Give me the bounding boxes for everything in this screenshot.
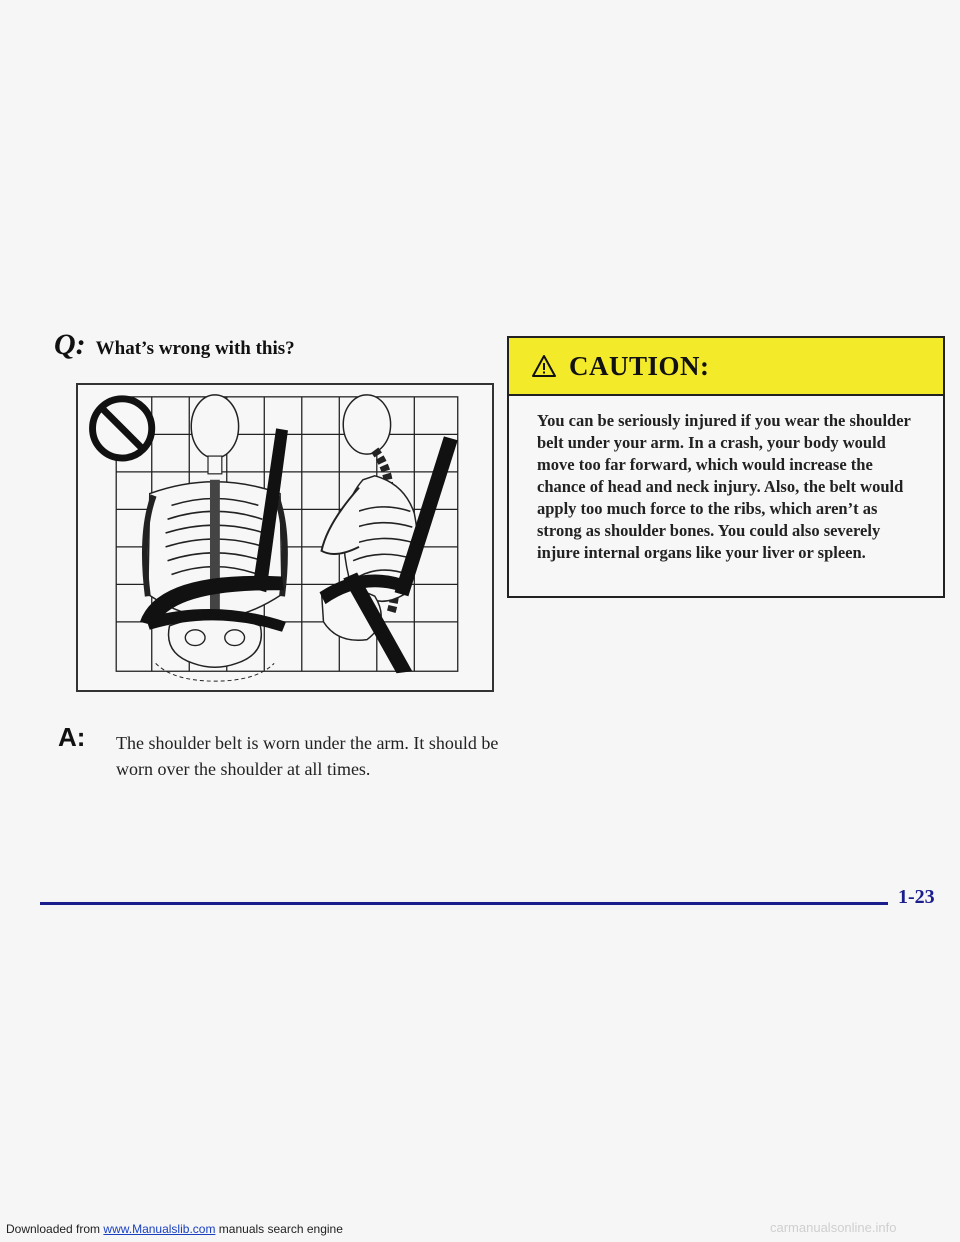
footer-rule bbox=[40, 902, 888, 905]
answer-text: The shoulder belt is worn under the arm. It should be worn over the shoulder at all times. bbox=[116, 733, 499, 779]
skeleton-seatbelt-illustration bbox=[78, 385, 492, 690]
question-text: What’s wrong with this? bbox=[95, 338, 295, 359]
question bbox=[54, 328, 295, 362]
caution-box bbox=[507, 336, 945, 598]
seatbelt-illustration bbox=[76, 383, 494, 692]
front-skeleton bbox=[140, 395, 288, 681]
banner-suffix: manuals search engine bbox=[218, 1222, 343, 1236]
page-number: 1-23 bbox=[898, 886, 935, 908]
download-banner bbox=[6, 1222, 343, 1236]
no-symbol-icon bbox=[93, 399, 152, 458]
side-skeleton bbox=[320, 395, 458, 673]
answer bbox=[58, 722, 518, 782]
answer-label: A: bbox=[58, 722, 86, 752]
caution-title: CAUTION: bbox=[569, 350, 710, 381]
question-label: Q: bbox=[54, 328, 86, 361]
caution-text: You can be seriously injured if you wear the shoulder belt under your arm. In a crash, your body would move too far forward, which would increase the chance of head and neck injury. Also, the belt would apply too much force to the ribs, which aren’t as strong as shoulder bones. You could also severely injure internal organs like your liver or spleen. bbox=[537, 411, 911, 562]
banner-prefix: Downloaded from bbox=[6, 1222, 101, 1236]
caution-header bbox=[509, 338, 943, 396]
manualslib-link[interactable]: www.Manualslib.com bbox=[103, 1222, 216, 1236]
warning-triangle-icon bbox=[531, 354, 557, 378]
watermark: carmanualsonline.info bbox=[770, 1220, 897, 1235]
